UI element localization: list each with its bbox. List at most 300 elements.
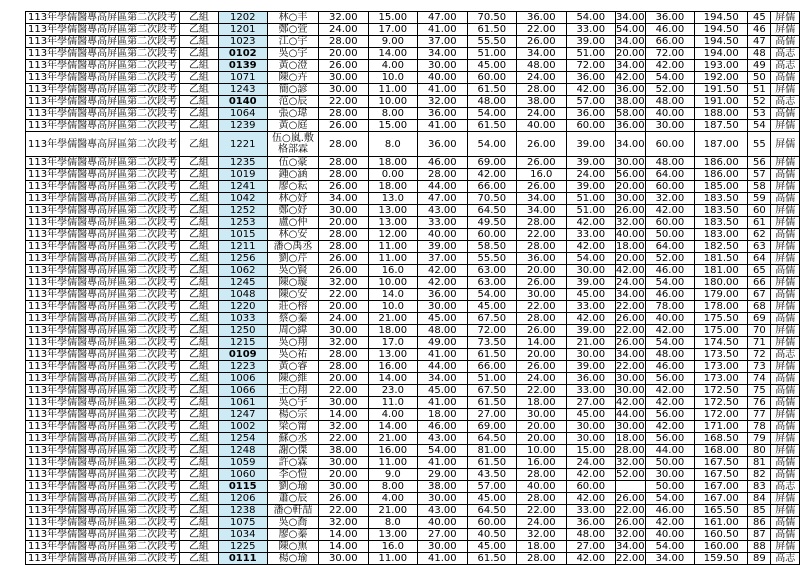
score-6-cell: 51.00 bbox=[566, 48, 615, 60]
score-7-cell: 26.00 bbox=[616, 337, 645, 348]
student-id-cell: 1015 bbox=[218, 229, 267, 241]
group-cell: 乙組 bbox=[180, 493, 218, 505]
score-2-cell: 12.00 bbox=[368, 229, 417, 241]
score-4-cell: 60.00 bbox=[467, 229, 516, 241]
score-1-cell: 22.00 bbox=[319, 96, 368, 108]
score-2-cell: 13.00 bbox=[368, 529, 417, 541]
score-2-cell: 13.0 bbox=[368, 193, 417, 205]
exam-cell: 113年學儒醫專高屏區第二次段考 bbox=[26, 253, 180, 265]
score-2-cell: 17.00 bbox=[368, 24, 417, 36]
table-row bbox=[26, 229, 800, 241]
score-8-cell: 64.00 bbox=[645, 241, 694, 253]
exam-cell: 113年學儒醫專高屏區第二次段考 bbox=[26, 12, 180, 24]
student-id-cell: 1048 bbox=[218, 289, 267, 301]
student-id-cell: 1066 bbox=[218, 385, 267, 397]
score-5-cell: 22.00 bbox=[517, 385, 566, 397]
score-1-cell: 24.00 bbox=[319, 24, 368, 36]
score-5-cell: 26.00 bbox=[517, 325, 566, 337]
score-5-cell: 28.00 bbox=[517, 241, 566, 253]
student-name-cell: 陳○卉 bbox=[267, 72, 318, 84]
score-4-cell: 51.00 bbox=[467, 48, 516, 60]
table-row bbox=[26, 48, 800, 60]
score-4-cell: 72.00 bbox=[467, 325, 516, 337]
score-4-cell: 81.00 bbox=[467, 445, 516, 457]
student-name-cell: 陳○熏 bbox=[267, 541, 318, 553]
score-2-cell: 10.00 bbox=[368, 96, 417, 108]
score-3-cell: 41.00 bbox=[418, 84, 467, 96]
total-score-cell: 183.50 bbox=[695, 217, 748, 229]
student-id-cell: 1225 bbox=[218, 541, 267, 553]
table-row bbox=[26, 181, 800, 193]
total-score-cell: 175.50 bbox=[695, 313, 748, 325]
school-cell: 屏儒 bbox=[771, 493, 800, 505]
student-name-cell: 鄭○妤 bbox=[267, 205, 318, 217]
score-3-cell: 41.00 bbox=[418, 24, 467, 36]
score-7-cell: 30.00 bbox=[616, 385, 645, 396]
score-2-cell: 23.0 bbox=[368, 385, 417, 397]
score-6-cell: 42.00 bbox=[566, 84, 615, 96]
total-score-cell: 192.00 bbox=[695, 72, 748, 84]
school-cell: 高儒 bbox=[771, 373, 800, 385]
table-row bbox=[26, 72, 800, 84]
school-cell: 屏儒 bbox=[771, 217, 800, 229]
total-score-cell: 160.00 bbox=[695, 541, 748, 553]
score-6-cell: 33.00 bbox=[566, 229, 615, 241]
table-row bbox=[26, 493, 800, 505]
score-7-cell: 24.00 bbox=[616, 277, 645, 288]
score-1-cell: 20.00 bbox=[319, 373, 368, 385]
rank-cell: 62 bbox=[748, 229, 771, 241]
total-score-cell: 179.00 bbox=[695, 289, 748, 301]
school-cell: 高儒 bbox=[771, 108, 800, 120]
score-4-cell: 55.50 bbox=[467, 253, 516, 265]
table-row bbox=[26, 60, 800, 72]
score-4-cell: 67.50 bbox=[467, 313, 516, 325]
student-name-cell: 蘇○丞 bbox=[267, 433, 318, 445]
school-cell: 屏儒 bbox=[771, 132, 800, 157]
score-8-cell: 30.00 bbox=[645, 469, 694, 481]
group-cell: 乙組 bbox=[180, 120, 218, 132]
student-id-cell: 0115 bbox=[218, 481, 267, 493]
score-5-cell: 26.00 bbox=[517, 277, 566, 289]
score-5-cell: 34.00 bbox=[517, 48, 566, 60]
score-4-cell: 69.00 bbox=[467, 421, 516, 433]
score-5-cell: 16.0 bbox=[517, 169, 566, 181]
group-cell: 乙組 bbox=[180, 277, 218, 289]
score-3-cell: 34.00 bbox=[418, 373, 467, 385]
score-4-cell: 70.50 bbox=[467, 12, 516, 24]
score-7-cell: 32.00 bbox=[616, 217, 645, 228]
rank-cell: 86 bbox=[748, 517, 771, 529]
score-8-cell: 42.00 bbox=[645, 517, 694, 529]
table-row bbox=[26, 96, 800, 108]
student-id-cell: 1245 bbox=[218, 277, 267, 289]
group-cell: 乙組 bbox=[180, 169, 218, 181]
score-1-cell: 30.00 bbox=[319, 553, 368, 565]
total-score-cell: 191.50 bbox=[695, 84, 748, 96]
score-8-cell: 50.00 bbox=[645, 481, 694, 493]
score-4-cell: 64.50 bbox=[467, 505, 516, 517]
school-cell: 高儒 bbox=[771, 517, 800, 529]
student-name-cell: 陳○安 bbox=[267, 289, 318, 301]
student-id-cell: 0109 bbox=[218, 349, 267, 361]
score-1-cell: 20.00 bbox=[319, 301, 368, 313]
score-3-cell: 30.00 bbox=[418, 60, 467, 72]
score-4-cell: 57.00 bbox=[467, 481, 516, 493]
score-7-cell: 20.00 bbox=[616, 181, 645, 192]
table-row bbox=[26, 84, 800, 96]
score-5-cell: 24.00 bbox=[517, 72, 566, 84]
score-1-cell: 28.00 bbox=[319, 36, 368, 48]
score-5-cell: 26.00 bbox=[517, 361, 566, 373]
score-7-cell: 30.00 bbox=[616, 193, 645, 204]
score-8-cell: 78.00 bbox=[645, 301, 694, 313]
table-row bbox=[26, 132, 800, 157]
group-cell: 乙組 bbox=[180, 541, 218, 553]
score-2-cell: 8.00 bbox=[368, 481, 417, 493]
score-6-cell: 33.00 bbox=[566, 301, 615, 313]
student-id-cell: 1254 bbox=[218, 433, 267, 445]
rank-cell: 88 bbox=[748, 541, 771, 553]
score-8-cell: 72.00 bbox=[645, 48, 694, 60]
score-5-cell: 28.00 bbox=[517, 313, 566, 325]
student-name-cell: 張○瑋 bbox=[267, 108, 318, 120]
score-7-cell: 42.00 bbox=[616, 72, 645, 83]
student-name-cell: 吳○賢 bbox=[267, 265, 318, 277]
table-row bbox=[26, 445, 800, 457]
rank-cell: 51 bbox=[748, 84, 771, 96]
exam-cell: 113年學儒醫專高屏區第二次段考 bbox=[26, 120, 180, 132]
score-2-cell: 18.00 bbox=[368, 181, 417, 193]
rank-cell: 77 bbox=[748, 409, 771, 421]
table-row bbox=[26, 108, 800, 120]
student-id-cell: 0102 bbox=[218, 48, 267, 60]
score-2-cell: 13.00 bbox=[368, 349, 417, 361]
score-4-cell: 64.50 bbox=[467, 433, 516, 445]
group-cell: 乙組 bbox=[180, 229, 218, 241]
score-1-cell: 28.00 bbox=[319, 241, 368, 253]
score-7-cell: 44.00 bbox=[616, 409, 645, 420]
score-3-cell: 36.00 bbox=[418, 289, 467, 301]
score-3-cell: 28.00 bbox=[418, 169, 467, 181]
table-row bbox=[26, 553, 800, 565]
score-7-cell: 38.00 bbox=[616, 96, 645, 107]
score-5-cell: 16.00 bbox=[517, 457, 566, 469]
score-5-cell: 28.00 bbox=[517, 553, 566, 565]
table-row bbox=[26, 289, 800, 301]
score-8-cell: 40.00 bbox=[645, 313, 694, 325]
score-4-cell: 54.00 bbox=[467, 132, 516, 157]
score-6-cell: 60.00 bbox=[566, 120, 615, 132]
score-6-cell: 42.00 bbox=[566, 493, 615, 505]
student-name-cell: 盧○仲 bbox=[267, 217, 318, 229]
student-name-cell: 伍○豪 bbox=[267, 157, 318, 169]
exam-cell: 113年學儒醫專高屏區第二次段考 bbox=[26, 60, 180, 72]
rank-cell: 54 bbox=[748, 120, 771, 132]
group-cell: 乙組 bbox=[180, 157, 218, 169]
score-2-cell: 4.00 bbox=[368, 409, 417, 421]
student-name-cell: 陳○維 bbox=[267, 373, 318, 385]
group-cell: 乙組 bbox=[180, 349, 218, 361]
score-3-cell: 36.00 bbox=[418, 132, 467, 157]
score-4-cell: 66.00 bbox=[467, 181, 516, 193]
table-row bbox=[26, 529, 800, 541]
score-2-cell: 9.0 bbox=[368, 469, 417, 481]
score-7-cell: 22.00 bbox=[616, 361, 645, 372]
score-4-cell: 61.50 bbox=[467, 24, 516, 36]
score-6-cell: 30.00 bbox=[566, 421, 615, 433]
table-row bbox=[26, 433, 800, 445]
student-id-cell: 0111 bbox=[218, 553, 267, 565]
total-score-cell: 165.50 bbox=[695, 505, 748, 517]
group-cell: 乙組 bbox=[180, 36, 218, 48]
score-1-cell: 20.00 bbox=[319, 48, 368, 60]
score-6-cell: 54.00 bbox=[566, 253, 615, 265]
score-4-cell: 64.50 bbox=[467, 205, 516, 217]
score-5-cell: 30.00 bbox=[517, 409, 566, 421]
score-4-cell: 51.00 bbox=[467, 373, 516, 385]
score-2-cell: 17.0 bbox=[368, 337, 417, 349]
student-name-cell: 簡○諺 bbox=[267, 84, 318, 96]
rank-cell: 55 bbox=[748, 132, 771, 157]
school-cell: 屏儒 bbox=[771, 120, 800, 132]
score-1-cell: 28.00 bbox=[319, 157, 368, 169]
total-score-cell: 172.00 bbox=[695, 409, 748, 421]
exam-cell: 113年學儒醫專高屏區第二次段考 bbox=[26, 541, 180, 553]
group-cell: 乙組 bbox=[180, 24, 218, 36]
score-table bbox=[25, 11, 800, 565]
score-8-cell: 32.00 bbox=[645, 193, 694, 205]
score-8-cell: 30.00 bbox=[645, 120, 694, 132]
score-3-cell: 45.00 bbox=[418, 313, 467, 325]
school-cell: 高儒 bbox=[771, 36, 800, 48]
student-name-cell: 劉○瑜 bbox=[267, 481, 318, 493]
school-cell: 屏儒 bbox=[771, 325, 800, 337]
rank-cell: 52 bbox=[748, 96, 771, 108]
score-6-cell: 30.00 bbox=[566, 349, 615, 361]
student-id-cell: 1023 bbox=[218, 36, 267, 48]
score-2-cell: 8.00 bbox=[368, 108, 417, 120]
score-4-cell: 27.00 bbox=[467, 409, 516, 421]
table-row bbox=[26, 361, 800, 373]
total-score-cell: 194.50 bbox=[695, 12, 748, 24]
score-3-cell: 33.00 bbox=[418, 217, 467, 229]
group-cell: 乙組 bbox=[180, 337, 218, 349]
exam-cell: 113年學儒醫專高屏區第二次段考 bbox=[26, 481, 180, 493]
group-cell: 乙組 bbox=[180, 469, 218, 481]
score-5-cell: 34.00 bbox=[517, 205, 566, 217]
student-id-cell: 1247 bbox=[218, 409, 267, 421]
score-6-cell: 54.00 bbox=[566, 12, 615, 24]
score-3-cell: 41.00 bbox=[418, 457, 467, 469]
score-1-cell: 32.00 bbox=[319, 337, 368, 349]
score-6-cell: 30.00 bbox=[566, 433, 615, 445]
score-2-cell: 18.00 bbox=[368, 325, 417, 337]
school-cell: 高志 bbox=[771, 60, 800, 72]
rank-cell: 70 bbox=[748, 325, 771, 337]
rank-cell: 57 bbox=[748, 169, 771, 181]
score-4-cell: 54.00 bbox=[467, 289, 516, 301]
score-2-cell: 14.00 bbox=[368, 48, 417, 60]
student-id-cell: 1006 bbox=[218, 373, 267, 385]
score-1-cell: 28.00 bbox=[319, 169, 368, 181]
group-cell: 乙組 bbox=[180, 505, 218, 517]
score-8-cell: 42.00 bbox=[645, 397, 694, 409]
score-5-cell: 24.00 bbox=[517, 517, 566, 529]
student-name-cell: 廖○耘 bbox=[267, 181, 318, 193]
group-cell: 乙組 bbox=[180, 517, 218, 529]
score-1-cell: 38.00 bbox=[319, 445, 368, 457]
rank-cell: 59 bbox=[748, 193, 771, 205]
score-3-cell: 46.00 bbox=[418, 157, 467, 169]
score-5-cell: 32.00 bbox=[517, 529, 566, 541]
score-3-cell: 40.00 bbox=[418, 229, 467, 241]
score-4-cell: 61.50 bbox=[467, 397, 516, 409]
total-score-cell: 173.50 bbox=[695, 349, 748, 361]
score-3-cell: 49.00 bbox=[418, 337, 467, 349]
score-5-cell: 38.00 bbox=[517, 96, 566, 108]
score-1-cell: 26.00 bbox=[319, 265, 368, 277]
score-5-cell: 48.00 bbox=[517, 60, 566, 72]
score-3-cell: 41.00 bbox=[418, 120, 467, 132]
score-8-cell: 46.00 bbox=[645, 361, 694, 373]
score-1-cell: 28.00 bbox=[319, 361, 368, 373]
group-cell: 乙組 bbox=[180, 301, 218, 313]
student-id-cell: 1064 bbox=[218, 108, 267, 120]
group-cell: 乙組 bbox=[180, 289, 218, 301]
school-cell: 高儒 bbox=[771, 229, 800, 241]
score-7-cell: 22.00 bbox=[616, 325, 645, 336]
score-3-cell: 43.00 bbox=[418, 433, 467, 445]
score-2-cell: 9.00 bbox=[368, 36, 417, 48]
score-5-cell: 18.00 bbox=[517, 397, 566, 409]
total-score-cell: 183.00 bbox=[695, 229, 748, 241]
score-8-cell: 56.00 bbox=[645, 433, 694, 445]
school-cell: 高儒 bbox=[771, 72, 800, 84]
student-name-cell: 吳○祐 bbox=[267, 349, 318, 361]
rank-cell: 89 bbox=[748, 553, 771, 565]
rank-cell: 61 bbox=[748, 217, 771, 229]
student-name-cell: 王○翔 bbox=[267, 385, 318, 397]
score-8-cell: 54.00 bbox=[645, 493, 694, 505]
score-2-cell: 13.00 bbox=[368, 217, 417, 229]
exam-cell: 113年學儒醫專高屏區第二次段考 bbox=[26, 301, 180, 313]
exam-cell: 113年學儒醫專高屏區第二次段考 bbox=[26, 277, 180, 289]
table-row bbox=[26, 277, 800, 289]
exam-cell: 113年學儒醫專高屏區第二次段考 bbox=[26, 84, 180, 96]
score-7-cell: 42.00 bbox=[616, 265, 645, 276]
student-id-cell: 1202 bbox=[218, 12, 267, 24]
exam-cell: 113年學儒醫專高屏區第二次段考 bbox=[26, 505, 180, 517]
student-name-cell: 廖○蓁 bbox=[267, 529, 318, 541]
score-6-cell: 36.00 bbox=[566, 108, 615, 120]
score-1-cell: 26.00 bbox=[319, 253, 368, 265]
exam-cell: 113年學儒醫專高屏區第二次段考 bbox=[26, 72, 180, 84]
score-6-cell: 39.00 bbox=[566, 361, 615, 373]
score-2-cell: 16.00 bbox=[368, 361, 417, 373]
exam-cell: 113年學儒醫專高屏區第二次段考 bbox=[26, 349, 180, 361]
exam-cell: 113年學儒醫專高屏區第二次段考 bbox=[26, 529, 180, 541]
score-2-cell: 21.00 bbox=[368, 313, 417, 325]
score-8-cell: 56.00 bbox=[645, 373, 694, 385]
exam-cell: 113年學儒醫專高屏區第二次段考 bbox=[26, 36, 180, 48]
rank-cell: 74 bbox=[748, 373, 771, 385]
student-name-cell: 謝○傑 bbox=[267, 445, 318, 457]
rank-cell: 49 bbox=[748, 60, 771, 72]
score-1-cell: 26.00 bbox=[319, 120, 368, 132]
student-id-cell: 1223 bbox=[218, 361, 267, 373]
score-2-cell: 8.0 bbox=[368, 132, 417, 157]
total-score-cell: 167.00 bbox=[695, 493, 748, 505]
student-name-cell: 莊○榕 bbox=[267, 301, 318, 313]
group-cell: 乙組 bbox=[180, 241, 218, 253]
school-cell: 屏儒 bbox=[771, 433, 800, 445]
school-cell: 屏儒 bbox=[771, 157, 800, 169]
school-cell: 高志 bbox=[771, 481, 800, 493]
score-8-cell: 42.00 bbox=[645, 205, 694, 217]
school-cell: 屏儒 bbox=[771, 12, 800, 24]
student-id-cell: 1252 bbox=[218, 205, 267, 217]
exam-cell: 113年學儒醫專高屏區第二次段考 bbox=[26, 457, 180, 469]
score-7-cell: 42.00 bbox=[616, 397, 645, 408]
score-2-cell: 10.0 bbox=[368, 72, 417, 84]
score-4-cell: 63.00 bbox=[467, 265, 516, 277]
group-cell: 乙組 bbox=[180, 313, 218, 325]
score-8-cell: 64.00 bbox=[645, 169, 694, 181]
score-3-cell: 48.00 bbox=[418, 325, 467, 337]
total-score-cell: 173.00 bbox=[695, 373, 748, 385]
group-cell: 乙組 bbox=[180, 529, 218, 541]
score-8-cell: 48.00 bbox=[645, 96, 694, 108]
total-score-cell: 168.50 bbox=[695, 433, 748, 445]
total-score-cell: 187.50 bbox=[695, 120, 748, 132]
score-3-cell: 41.00 bbox=[418, 397, 467, 409]
score-8-cell: 46.00 bbox=[645, 24, 694, 36]
school-cell: 屏儒 bbox=[771, 277, 800, 289]
group-cell: 乙組 bbox=[180, 217, 218, 229]
score-7-cell: 34.00 bbox=[616, 132, 646, 157]
score-7-cell: 22.00 bbox=[616, 553, 645, 564]
score-5-cell: 34.00 bbox=[517, 193, 566, 205]
table-row bbox=[26, 217, 800, 229]
score-8-cell: 42.00 bbox=[645, 385, 694, 397]
score-4-cell: 48.00 bbox=[467, 96, 516, 108]
total-score-cell: 161.00 bbox=[695, 517, 748, 529]
score-6-cell: 27.00 bbox=[566, 397, 615, 409]
score-1-cell: 26.00 bbox=[319, 493, 368, 505]
score-1-cell: 30.00 bbox=[319, 457, 368, 469]
rank-cell: 87 bbox=[748, 529, 771, 541]
score-3-cell: 34.00 bbox=[418, 48, 467, 60]
table-row bbox=[26, 12, 800, 24]
exam-cell: 113年學儒醫專高屏區第二次段考 bbox=[26, 469, 180, 481]
score-5-cell: 26.00 bbox=[517, 181, 566, 193]
student-name-cell: 吳○宇 bbox=[267, 48, 318, 60]
score-7-cell: 36.00 bbox=[616, 120, 645, 131]
rank-cell: 82 bbox=[748, 469, 771, 481]
school-cell: 屏儒 bbox=[771, 253, 800, 265]
school-cell: 屏儒 bbox=[771, 505, 800, 517]
score-3-cell: 29.00 bbox=[418, 469, 467, 481]
score-8-cell: 56.00 bbox=[645, 409, 694, 421]
rank-cell: 69 bbox=[748, 313, 771, 325]
score-4-cell: 61.50 bbox=[467, 120, 516, 132]
student-name-cell: 林○丰 bbox=[267, 12, 318, 24]
score-7-cell: 58.00 bbox=[616, 108, 645, 119]
group-cell: 乙組 bbox=[180, 553, 218, 565]
student-id-cell: 0140 bbox=[218, 96, 267, 108]
score-7-cell: 32.00 bbox=[616, 457, 645, 468]
